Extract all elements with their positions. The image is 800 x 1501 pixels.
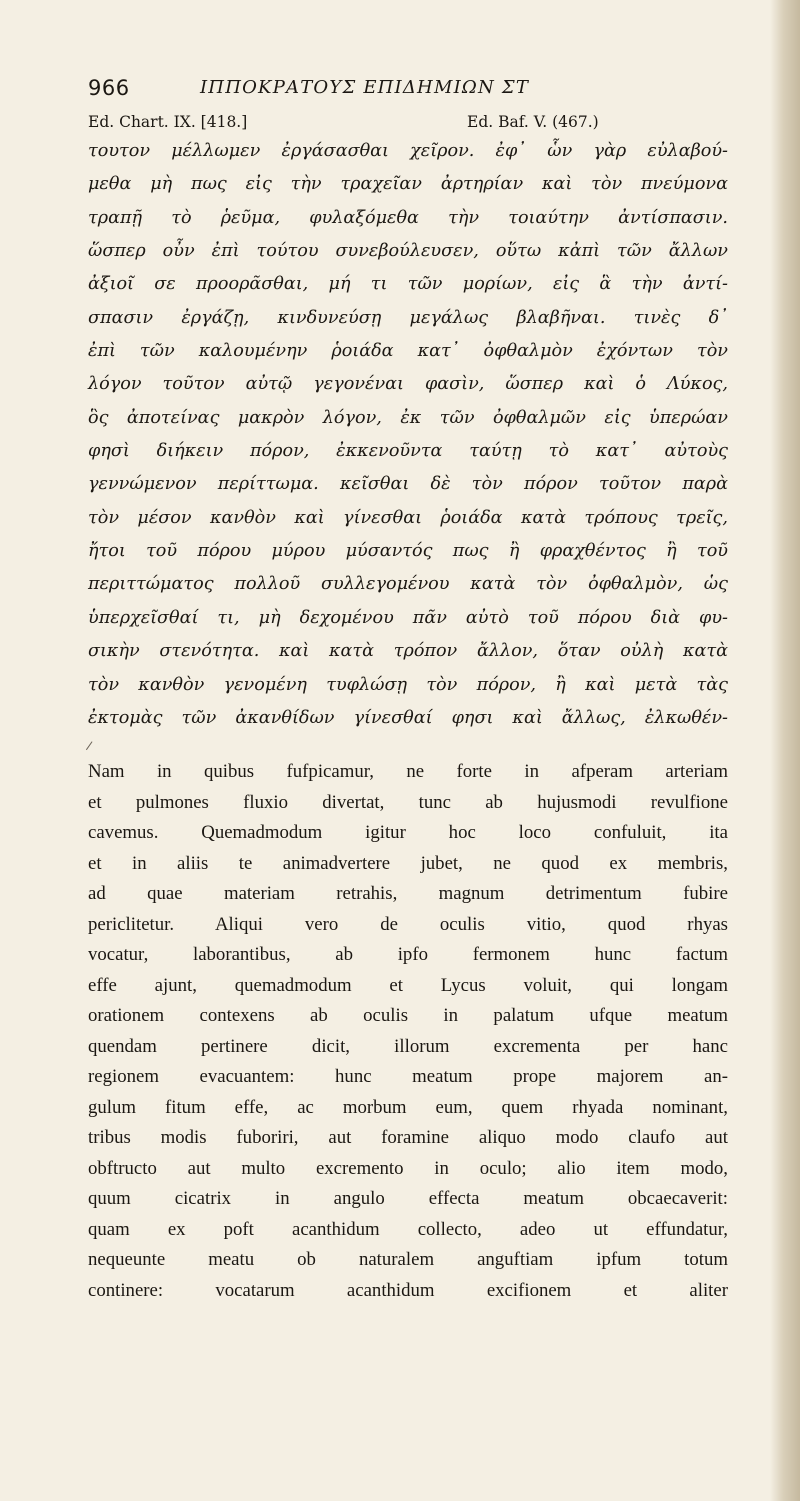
running-title: ΙΠΠΟΚΡΑΤΟΥΣ ΕΠΙΔΗΜΙΩΝ ΣΤ bbox=[200, 77, 530, 98]
latin-text-line: continere: vocatarum acanthidum excifionem et aliter bbox=[88, 1279, 728, 1301]
greek-text-line: ἐπὶ τῶν καλουμένην ῥοιάδα κατ᾽ ὀφθαλμὸν ἐχόντων τὸν bbox=[88, 341, 728, 362]
greek-text-line: ἐκτομὰς τῶν ἀκανθίδων γίνεσθαί φησι καὶ ἄλλως, ἐλκωθέν- bbox=[88, 707, 728, 728]
latin-text-line: et pulmones fluxio divertat, tunc ab hujusmodi revulfione bbox=[88, 791, 728, 813]
latin-text-line: periclitetur. Aliqui vero de oculis vitio, quod rhyas bbox=[88, 913, 728, 935]
greek-text-line: ἤτοι τοῦ πόρου μύρου μύσαντός πως ἢ φραχθέντος ἢ τοῦ bbox=[88, 541, 728, 562]
page-number: 966 bbox=[88, 76, 130, 100]
latin-text-line: quum cicatrix in angulo effecta meatum obcaecaverit: bbox=[88, 1188, 728, 1209]
latin-text-line: ad quae materiam retrahis, magnum detrimentum fubire bbox=[88, 883, 728, 904]
book-spine-shadow bbox=[770, 0, 800, 1501]
greek-text-line: μεθα μὴ πως εἰς τὴν τραχεῖαν ἀρτηρίαν καὶ τὸν πνεύμονα bbox=[88, 174, 728, 195]
greek-text-line: ὃς ἀποτείνας μακρὸν λόγον, ἐκ τῶν ὀφθαλμῶν εἰς ὑπερώαν bbox=[88, 407, 728, 428]
page-header bbox=[88, 76, 688, 106]
greek-text-block bbox=[88, 135, 728, 735]
latin-text-line: obftructo aut multo excremento in oculo; alio item modo, bbox=[88, 1157, 728, 1179]
greek-text-line: τουτον μέλλωμεν ἐργάσασθαι χεῖρον. ἐφ᾽ ὧν γὰρ εὐλαβού- bbox=[88, 141, 728, 161]
latin-text-line: orationem contexens ab oculis in palatum ufque meatum bbox=[88, 1005, 728, 1026]
latin-text-line: vocatur, laborantibus, ab ipfo fermonem hunc factum bbox=[88, 944, 728, 965]
latin-text-line: cavemus. Quemadmodum igitur hoc loco confuluit, ita bbox=[88, 822, 728, 843]
greek-text-line: τραπῇ τὸ ῥεῦμα, φυλαξόμεθα τὴν τοιαύτην ἀντίσπασιν. bbox=[88, 207, 728, 228]
greek-text-line: σπασιν ἐργάζῃ, κινδυνεύσῃ μεγάλως βλαβῆναι. τινὲς δ᾽ bbox=[88, 307, 728, 328]
greek-text-line: περιττώματος πολλοῦ συλλεγομένου κατὰ τὸν ὀφθαλμὸν, ὡς bbox=[88, 574, 728, 595]
greek-text-line: ὥσπερ οὖν ἐπὶ τούτου συνεβούλευσεν, οὕτω κἀπὶ τῶν ἄλλων bbox=[88, 241, 728, 262]
latin-text-block bbox=[88, 757, 728, 1306]
latin-text-line: regionem evacuantem: hunc meatum prope majorem an- bbox=[88, 1066, 728, 1087]
latin-text-line: nequeunte meatu ob naturalem anguftiam ipfum totum bbox=[88, 1249, 728, 1270]
greek-text-line: τὸν μέσον κανθὸν καὶ γίνεσθαι ῥοιάδα κατὰ τρόπους τρεῖς, bbox=[88, 507, 728, 528]
greek-text-line: ἀξιοῖ σε προορᾶσθαι, μή τι τῶν μορίων, εἰς ἃ τὴν ἀντί- bbox=[88, 274, 728, 295]
latin-text-line: Nam in quibus fufpicamur, ne forte in afperam arteriam bbox=[88, 761, 728, 782]
latin-text-line: quam ex poft acanthidum collecto, adeo ut effundatur, bbox=[88, 1218, 728, 1240]
greek-text-line: τὸν κανθὸν γενομένη τυφλώσῃ τὸν πόρον, ἢ καὶ μετὰ τὰς bbox=[88, 674, 728, 695]
latin-text-line: tribus modis fuboriri, aut foramine aliquo modo claufo aut bbox=[88, 1127, 728, 1148]
greek-text-line: λόγον τοῦτον αὐτῷ γεγονέναι φασὶν, ὥσπερ καὶ ὁ Λύκος, bbox=[88, 374, 728, 395]
latin-text-line: et in aliis te animadvertere jubet, ne quod ex membris, bbox=[88, 852, 728, 874]
edition-ref-chartier: Ed. Chart. IX. [418.] bbox=[88, 113, 248, 131]
margin-mark bbox=[86, 741, 99, 754]
greek-text-line: σικὴν στενότητα. καὶ κατὰ τρόπον ἄλλον, ὅταν οὐλὴ κατὰ bbox=[88, 641, 728, 662]
greek-text-line: γεννώμενον περίττωμα. κεῖσθαι δὲ τὸν πόρον τοῦτον παρὰ bbox=[88, 474, 728, 495]
latin-text-line: effe ajunt, quemadmodum et Lycus voluit, qui longam bbox=[88, 974, 728, 996]
greek-text-line: ὑπερχεῖσθαί τι, μὴ δεχομένου πᾶν αὐτὸ τοῦ πόρου διὰ φυ- bbox=[88, 607, 728, 628]
latin-text-line: quendam pertinere dicit, illorum excrementa per hanc bbox=[88, 1035, 728, 1057]
greek-text-line: φησὶ διήκειν πόρον, ἐκκενοῦντα ταύτῃ τὸ κατ᾽ αὐτοὺς bbox=[88, 441, 728, 462]
edition-references bbox=[88, 113, 728, 137]
latin-text-line: gulum fitum effe, ac morbum eum, quem rhyada nominant, bbox=[88, 1096, 728, 1118]
edition-ref-basel: Ed. Baf. V. (467.) bbox=[467, 113, 599, 131]
